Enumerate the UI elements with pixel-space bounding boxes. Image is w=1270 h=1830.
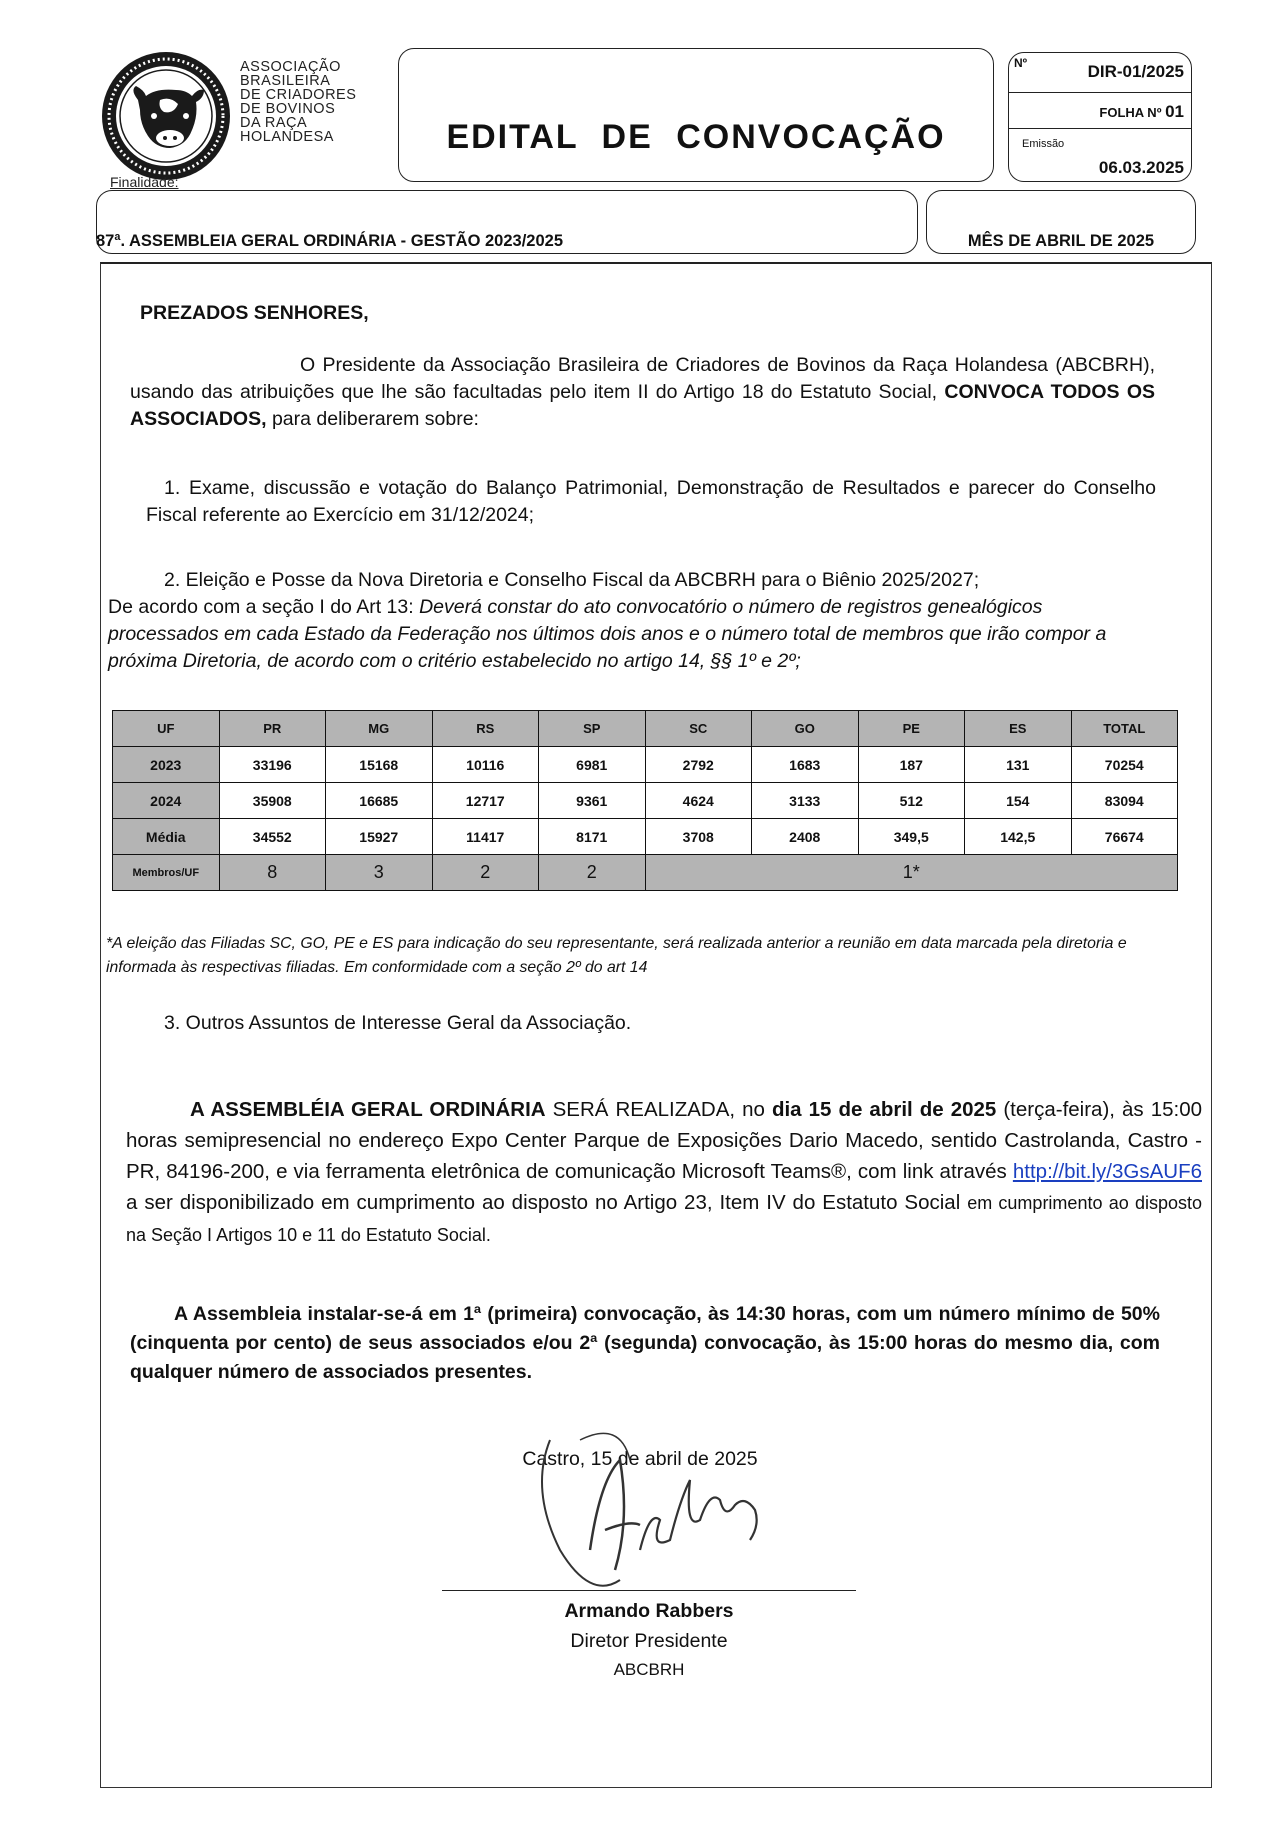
- assembly-paragraph: [126, 1094, 1202, 1251]
- org-name-line: DE BOVINOS: [240, 101, 336, 117]
- table-cell: 15168: [326, 747, 433, 783]
- table-header-cell: MG: [326, 711, 433, 747]
- table-cell: 349,5: [858, 819, 965, 855]
- holstein-cow-seal-icon: [100, 50, 232, 182]
- art13-italic: Deverá constar do ato convocatório o número de registros genealógicos processados em cada Estado da Federação nos últimos dois anos e o número total de membros que irão compor a próxima Diretoria, de acordo com o critério estabelecido no artigo 14, §§ 1º e 2º;: [108, 596, 1107, 672]
- table-cell: 154: [965, 783, 1072, 819]
- members-cell-rs: 2: [432, 855, 539, 891]
- table-row: [113, 747, 1178, 783]
- teams-link[interactable]: http://bit.ly/3GsAUF6: [1012, 1160, 1202, 1183]
- members-cell-others: 1*: [645, 855, 1178, 891]
- table-header-cell: ES: [965, 711, 1072, 747]
- table-cell: 33196: [219, 747, 326, 783]
- org-name-line: DE CRIADORES: [240, 87, 357, 103]
- art13-lead: De acordo com a seção I do Art 13:: [108, 596, 420, 618]
- finalidade-label: Finalidade:: [110, 174, 179, 190]
- place-date: Castro, 15 de abril de 2025: [522, 1448, 758, 1470]
- table-cell: 3133: [752, 783, 859, 819]
- signer-organization: ABCBRH: [613, 1660, 685, 1679]
- title-box: [398, 48, 994, 182]
- intro-text: O Presidente da Associação Brasileira de Criadores de Bovinos da Raça Holandesa (ABCBRH), usando das atribuições que lhe são facultadas pelo item II do Artigo 18 do Estatuto Social,: [130, 354, 1155, 403]
- members-cell-sp: 2: [539, 855, 646, 891]
- intro-paragraph: [130, 352, 1155, 433]
- table-cell: 12717: [432, 783, 539, 819]
- org-name-line: HOLANDESA: [240, 129, 334, 145]
- signer-role: Diretor Presidente: [570, 1630, 728, 1652]
- number-symbol: Nº: [1014, 56, 1028, 70]
- table-cell: 11417: [432, 819, 539, 855]
- members-cell-mg: 3: [326, 855, 433, 891]
- table-row-label: 2024: [113, 783, 220, 819]
- table-cell: 3708: [645, 819, 752, 855]
- table-cell: 1683: [752, 747, 859, 783]
- signature-line: [442, 1590, 856, 1591]
- assembly-bold-title: A ASSEMBLÉIA GERAL ORDINÁRIA: [190, 1098, 546, 1121]
- intro-bold: CONVOCA TODOS OS ASSOCIADOS,: [130, 381, 1155, 430]
- table-cell: 9361: [539, 783, 646, 819]
- org-name-line: DA RAÇA: [240, 115, 308, 131]
- table-header-cell: RS: [432, 711, 539, 747]
- table-cell: 131: [965, 747, 1072, 783]
- folha-value: 01: [1165, 102, 1184, 121]
- document-number: DIR-01/2025: [1087, 62, 1184, 81]
- table-cell: 2408: [752, 819, 859, 855]
- organization-name: [240, 60, 356, 144]
- org-name-line: BRASILEIRA: [240, 73, 331, 89]
- org-name-line: ASSOCIAÇÃO: [240, 59, 341, 75]
- table-members-row: [113, 855, 1178, 891]
- table-cell: 187: [858, 747, 965, 783]
- table-cell: 70254: [1071, 747, 1178, 783]
- table-cell: 83094: [1071, 783, 1178, 819]
- intro-tail: para deliberarem sobre:: [266, 408, 479, 430]
- table-cell: 34552: [219, 819, 326, 855]
- table-row-label: Média: [113, 819, 220, 855]
- art13-paragraph: [108, 594, 1158, 675]
- table-cell: 16685: [326, 783, 433, 819]
- table-cell: 10116: [432, 747, 539, 783]
- salutation: PREZADOS SENHORES,: [140, 302, 369, 324]
- table-cell: 6981: [539, 747, 646, 783]
- table-header-cell: TOTAL: [1071, 711, 1178, 747]
- table-header-cell: SC: [645, 711, 752, 747]
- table-header-cell: PE: [858, 711, 965, 747]
- table-cell: 35908: [219, 783, 326, 819]
- members-cell-pr: 8: [219, 855, 326, 891]
- agenda-item-2: 2. Eleição e Posse da Nova Diretoria e Conselho Fiscal da ABCBRH para o Biênio 2025/2027;: [164, 569, 980, 591]
- table-cell: 2792: [645, 747, 752, 783]
- assembly-month: MÊS DE ABRIL DE 2025: [967, 232, 1155, 250]
- assembly-text-small: em cumprimento ao disposto na Seção I Artigos 10 e 11 do Estatuto Social.: [126, 1193, 1202, 1245]
- agenda-item-3: 3. Outros Assuntos de Interesse Geral da Associação.: [164, 1012, 632, 1034]
- registrations-table: [112, 710, 1178, 891]
- table-cell: 512: [858, 783, 965, 819]
- table-cell: 142,5: [965, 819, 1072, 855]
- document-title: EDITAL DE CONVOCAÇÃO: [446, 118, 946, 156]
- assembly-text: a ser disponibilizado em cumprimento ao disposto no Artigo 23, Item IV do Estatuto Social: [126, 1191, 968, 1214]
- assembly-text: SERÁ REALIZADA, no: [545, 1098, 772, 1121]
- assembly-text: (terça-feira), às 15:00 horas semipresencial no endereço Expo Center Parque de Exposições Dario Macedo, sentido Castrolanda, Castro - PR, 84196-200, e via ferramenta eletrônica de comunicação Microsoft Teams®, com link através: [126, 1098, 1202, 1183]
- sheet-number: [1040, 102, 1184, 122]
- divider: [1008, 92, 1192, 93]
- assembly-subtitle: 87ª. ASSEMBLEIA GERAL ORDINÁRIA - GESTÃO 2023/2025: [96, 232, 564, 250]
- signer-name: Armando Rabbers: [564, 1600, 734, 1622]
- table-row-label: 2023: [113, 747, 220, 783]
- table-cell: 15927: [326, 819, 433, 855]
- table-cell: 4624: [645, 783, 752, 819]
- table-footnote: *A eleição das Filiadas SC, GO, PE e ES para indicação do seu representante, será realizada anterior a reunião em data marcada pela diretoria e informada às respectivas filiadas. Em conformidade com a seção 2º do art 14: [106, 935, 1127, 976]
- table-header-row: [113, 711, 1178, 747]
- table-header-cell: PR: [219, 711, 326, 747]
- table-header-cell: GO: [752, 711, 859, 747]
- emissao-date: 06.03.2025: [1098, 158, 1184, 177]
- emissao-label: Emissão: [1022, 138, 1065, 150]
- table-row: [113, 819, 1178, 855]
- table-cell: 8171: [539, 819, 646, 855]
- divider: [1008, 128, 1192, 129]
- table-cell: 76674: [1071, 819, 1178, 855]
- assembly-date: dia 15 de abril de 2025: [771, 1098, 997, 1121]
- table-header-cell: UF: [113, 711, 220, 747]
- agenda-item-1: 1. Exame, discussão e votação do Balanço Patrimonial, Demonstração de Resultados e parecer do Conselho Fiscal referente ao Exercício em 31/12/2024;: [146, 477, 1156, 526]
- table-header-cell: SP: [539, 711, 646, 747]
- quorum-paragraph: A Assembleia instalar-se-á em 1ª (primeira) convocação, às 14:30 horas, com um número mínimo de 50% (cinquenta por cento) de seus associados e/ou 2ª (segunda) convocação, às 15:00 horas do mesmo dia, com qualquer número de associados presentes.: [130, 1303, 1160, 1383]
- table-row: [113, 783, 1178, 819]
- folha-label: FOLHA Nº: [1099, 105, 1162, 120]
- members-row-label: Membros/UF: [113, 855, 220, 891]
